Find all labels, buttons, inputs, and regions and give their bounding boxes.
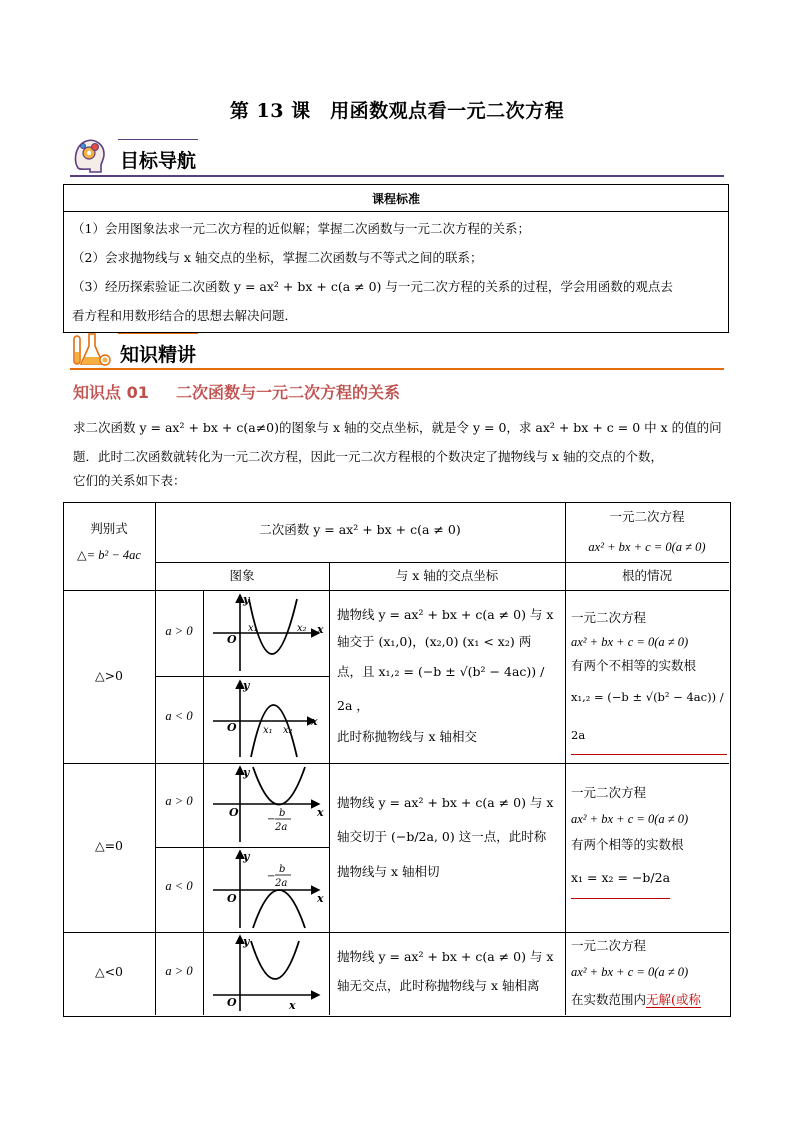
knowledge-section-header xyxy=(70,330,724,372)
g4-o: O xyxy=(227,892,237,905)
row1-roots-line-4: x₁,₂ = (−b ± √(b² − 4ac)) / 2a xyxy=(571,678,727,755)
header-discriminant-formula: △= b² − 4ac xyxy=(77,548,141,562)
header-equation-formula: ax² + bx + c = 0(a ≠ 0) xyxy=(588,540,706,554)
graph-upward-no-roots xyxy=(205,933,327,1014)
g2-x: x xyxy=(311,715,318,728)
knowledge-divider xyxy=(70,368,724,370)
standard-item-1: （1）会用图象法求一元二次方程的近似解；掌握二次函数与一元二次方程的关系； xyxy=(72,221,530,236)
g3-x: x xyxy=(317,806,324,819)
goals-title: 目标导航 xyxy=(120,150,197,172)
row2-roots-line-1: 一元二次方程 xyxy=(571,785,647,800)
g4-neg: − xyxy=(267,871,276,882)
row2-roots-line-2: ax² + bx + c = 0(a ≠ 0) xyxy=(571,812,689,826)
header-quadratic-function: 二次函数 y = ax² + bx + c(a ≠ 0) xyxy=(259,522,461,537)
knowledge-title: 知识精讲 xyxy=(120,344,197,366)
row1-roots-line-1: 一元二次方程 xyxy=(571,610,647,625)
subheader-graph: 图象 xyxy=(229,568,255,583)
g5-x: x xyxy=(289,999,296,1012)
intro-line-3: 它们的关系如下表： xyxy=(73,473,186,488)
knowledge-rule-top xyxy=(118,333,198,334)
standard-header: 课程标准 xyxy=(64,185,729,212)
row3-roots-line-2: ax² + bx + c = 0(a ≠ 0) xyxy=(571,965,689,979)
g3-neg: − xyxy=(267,814,276,825)
g4-x: x xyxy=(317,892,324,905)
g1-y: y xyxy=(243,593,250,606)
row2-roots-line-4: x₁ = x₂ = −b/2a xyxy=(571,858,670,899)
row3-roots-line-3: 在实数范围内 xyxy=(571,992,647,1007)
knowledge-point-title: 二次函数与一元二次方程的关系 xyxy=(175,383,400,402)
g5-y: y xyxy=(243,935,250,948)
row2-intersect-line-3: 抛物线与 x 轴相切 xyxy=(337,864,440,879)
row1-intersect-line-2: 轴交于 (x₁,0)，(x₂,0) (x₁ < x₂) 两 xyxy=(337,634,532,649)
row2-a-positive: a > 0 xyxy=(165,794,193,808)
g1-o: O xyxy=(227,633,237,646)
delta-positive-label: △>0 xyxy=(94,668,124,683)
g2-x2: x₂ xyxy=(283,725,293,736)
graph-downward-tangent xyxy=(205,848,327,931)
g2-o: O xyxy=(227,721,237,734)
knowledge-point-label: 知识点 01 xyxy=(73,383,149,402)
graph-upward-two-roots xyxy=(205,591,327,675)
goals-section-header xyxy=(70,136,724,180)
intro-line-1: 求二次函数 y = ax² + bx + c(a≠0)的图象与 x 轴的交点坐标，就是令 y = 0，求 ax² + bx + c = 0 中 x 的值的问 xyxy=(73,420,722,435)
page-title: 第 13 课 用函数观点看一元二次方程 xyxy=(229,100,565,122)
g2-x1: x₁ xyxy=(263,725,273,736)
graph-downward-two-roots xyxy=(205,677,327,762)
goals-divider xyxy=(70,175,724,177)
flask-icon xyxy=(70,330,112,370)
row1-roots-line-2: ax² + bx + c = 0(a ≠ 0) xyxy=(571,635,689,649)
subheader-intersections: 与 x 轴的交点坐标 xyxy=(395,568,499,583)
standard-item-4: 看方程和用数形结合的思想去解决问题． xyxy=(72,308,298,323)
header-equation: 一元二次方程 xyxy=(609,509,685,524)
row1-intersect-line-4: 此时称抛物线与 x 轴相交 xyxy=(337,729,477,744)
row3-intersect-line-1: 抛物线 y = ax² + bx + c(a ≠ 0) 与 x xyxy=(337,949,554,964)
head-gear-icon xyxy=(70,136,110,176)
row3-intersect-line-2: 轴无交点，此时称抛物线与 x 轴相离 xyxy=(337,978,540,993)
g4-y: y xyxy=(243,850,250,863)
row2-intersect-line-1: 抛物线 y = ax² + bx + c(a ≠ 0) 与 x xyxy=(337,795,554,810)
g3-y: y xyxy=(243,766,250,779)
row1-a-positive: a > 0 xyxy=(165,624,193,638)
delta-zero-label: △=0 xyxy=(94,838,124,853)
g4-2a: 2a xyxy=(275,878,288,889)
knowledge-point-heading xyxy=(73,380,400,403)
g4-b: b xyxy=(279,864,286,875)
graph-upward-tangent xyxy=(205,764,327,846)
intro-paragraph xyxy=(73,413,729,491)
g2-y: y xyxy=(243,679,250,692)
row1-a-negative: a < 0 xyxy=(165,709,193,723)
header-discriminant: 判别式 xyxy=(90,521,128,536)
course-standard-table xyxy=(63,184,729,333)
row2-a-negative: a < 0 xyxy=(165,879,193,893)
standard-item-2: （2）会求抛物线与 x 轴交点的坐标，掌握二次函数与不等式之间的联系； xyxy=(72,250,483,265)
subheader-roots: 根的情况 xyxy=(621,568,672,583)
g3-b: b xyxy=(279,808,286,819)
goals-rule-top xyxy=(118,139,198,140)
standard-item-3: （3）经历探索验证二次函数 y = ax² + bx + c(a ≠ 0) 与一元二次方程的关系的过程，学会用函数的观点去 xyxy=(72,279,673,294)
g1-x2: x₂ xyxy=(297,623,307,634)
g3-o: O xyxy=(229,806,239,819)
row2-intersect-line-2: 轴交切于 (−b/2a, 0) 这一点，此时称 xyxy=(337,829,547,844)
g5-o: O xyxy=(227,996,237,1009)
relation-table xyxy=(63,502,731,1017)
row3-roots-no-solution: 无解(或称 xyxy=(646,992,701,1007)
row1-roots-line-3: 有两个不相等的实数根 xyxy=(571,658,697,673)
row1-intersect-line-3: 点，且 x₁,₂ = (−b ± √(b² − 4ac)) / 2a ， xyxy=(337,664,545,713)
intro-line-2: 题．此时二次函数就转化为一元二次方程，因此一元二次方程根的个数决定了抛物线与 x 轴的交点的个数， xyxy=(73,449,663,464)
row3-roots-line-1: 一元二次方程 xyxy=(571,938,647,953)
row3-a-positive: a > 0 xyxy=(165,964,193,978)
row2-roots-line-3: 有两个相等的实数根 xyxy=(571,837,684,852)
g1-x: x xyxy=(317,623,324,636)
g1-x1: x₁ xyxy=(248,623,258,634)
delta-negative-label: △<0 xyxy=(94,964,124,979)
g3-2a: 2a xyxy=(275,822,288,833)
row1-intersect-line-1: 抛物线 y = ax² + bx + c(a ≠ 0) 与 x xyxy=(337,607,554,622)
